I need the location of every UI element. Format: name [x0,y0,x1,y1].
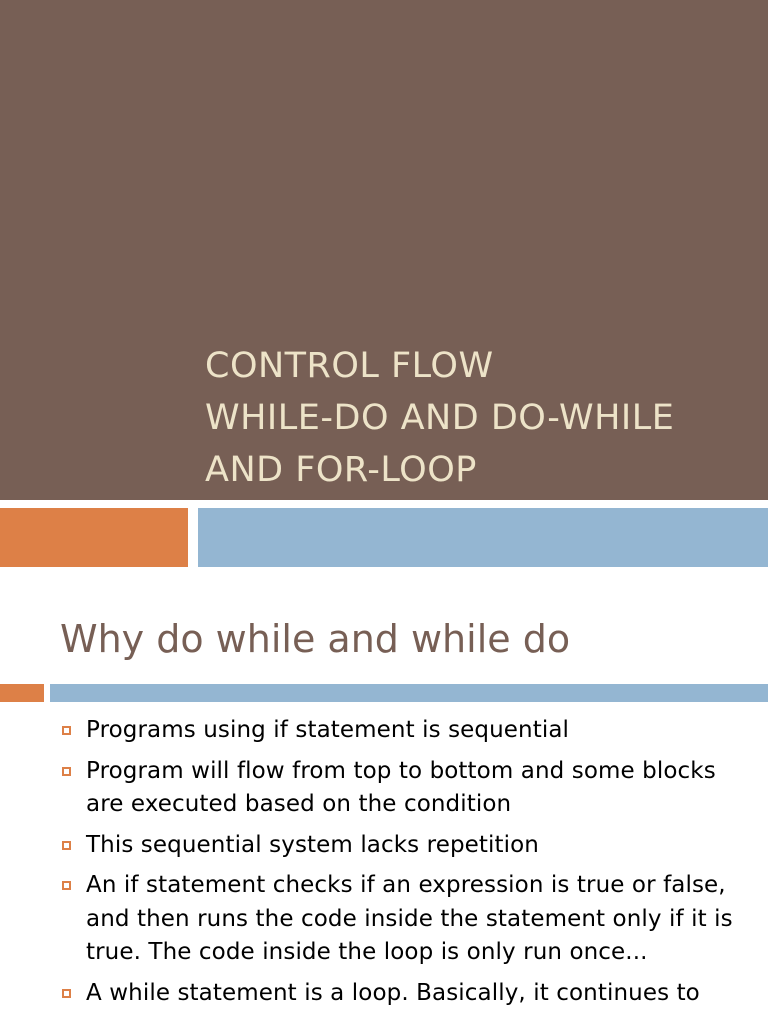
title-slide-heading [205,340,755,496]
bullet-text: This sequential system lacks repetition [86,831,539,858]
square-bullet-icon [62,726,71,735]
bullet-text: A while statement is a loop. Basically, it continues to [86,979,700,1006]
slide-heading: Why do while and while do [60,617,571,661]
divider [0,500,768,508]
bullet-item [60,977,740,1011]
accent-bar-blue [198,508,768,567]
bullet-text: An if statement checks if an expression is true or false, and then runs the code inside the statement only if it is true. The code inside the loop is only run once... [86,872,733,965]
title-line: AND FOR-LOOP [205,450,477,490]
bullet-item [60,869,740,970]
accent-bar-orange [0,508,188,567]
bullet-item [60,829,740,863]
bullet-list [60,714,740,1017]
title-line: WHILE-DO AND DO-WHILE [205,398,675,438]
heading-accent-bar-blue [50,684,768,702]
bullet-text: Programs using if statement is sequential [86,717,570,743]
square-bullet-icon [62,767,71,776]
bullet-item [60,755,740,822]
square-bullet-icon [62,881,71,890]
bullet-item [60,714,740,748]
title-line: CONTROL FLOW [205,346,494,386]
square-bullet-icon [62,841,71,850]
square-bullet-icon [62,989,71,998]
heading-accent-bar-orange [0,684,44,702]
bullet-text: Program will flow from top to bottom and some blocks are executed based on the condition [86,757,716,817]
